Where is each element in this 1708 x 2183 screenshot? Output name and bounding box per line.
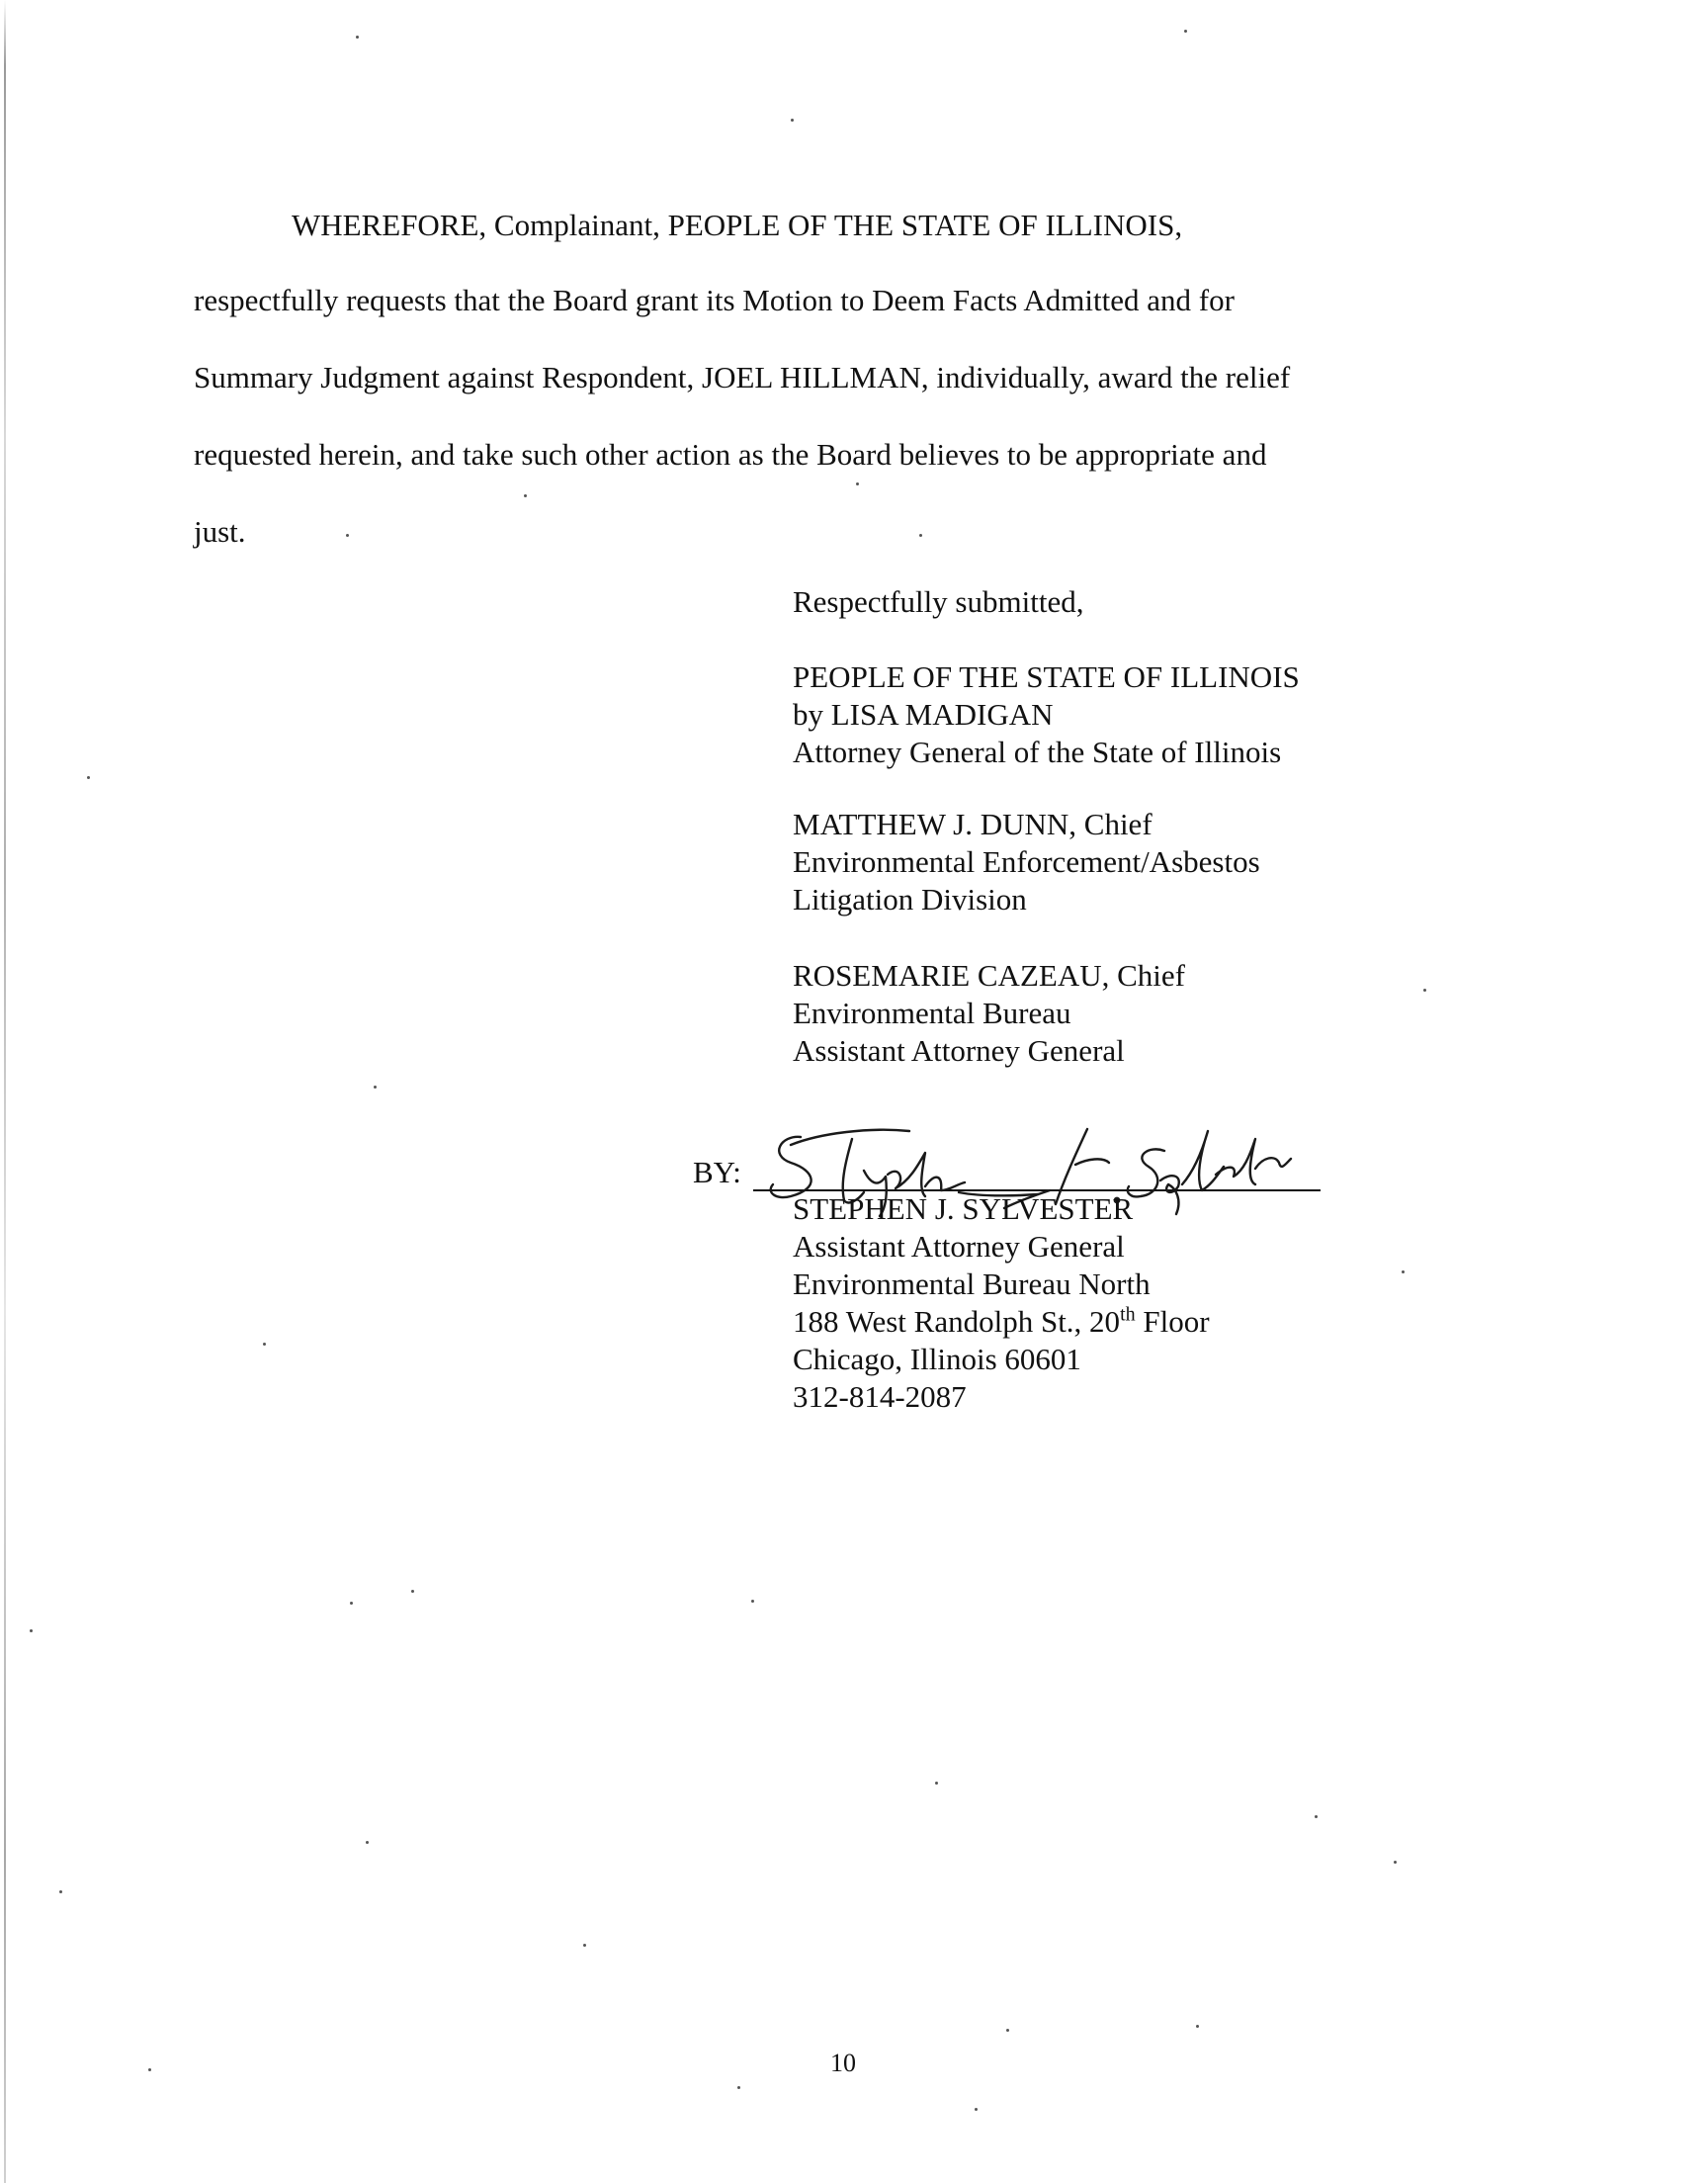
scan-speck (350, 1602, 353, 1605)
wherefore-line-4: requested herein, and take such other action as the Board believes to be appropriate and (194, 437, 1267, 472)
scan-speck (524, 494, 527, 497)
scan-speck (366, 1841, 369, 1844)
signer-street (793, 1303, 1210, 1341)
scan-speck (1402, 1270, 1405, 1273)
scan-speck (856, 482, 859, 485)
bureau-block (793, 957, 1185, 1070)
scan-speck (935, 1782, 938, 1785)
scan-speck (919, 534, 922, 537)
scan-speck (1423, 989, 1426, 992)
signer-title: Assistant Attorney General (793, 1229, 1125, 1264)
chief-block (793, 806, 1260, 918)
signer-phone: 312-814-2087 (793, 1379, 967, 1414)
scan-speck (975, 2108, 978, 2111)
party-attorney: by LISA MADIGAN (793, 697, 1054, 732)
scan-speck (737, 2086, 740, 2089)
party-attorney-title: Attorney General of the State of Illinois (793, 735, 1282, 769)
scan-speck (1184, 30, 1187, 33)
scan-speck (1315, 1815, 1318, 1818)
chief-division-cont: Litigation Division (793, 882, 1027, 917)
signer-city: Chicago, Illinois 60601 (793, 1342, 1081, 1376)
party-name: PEOPLE OF THE STATE OF ILLINOIS (793, 659, 1300, 694)
scan-speck (59, 1890, 62, 1893)
wherefore-line-5: just. (194, 514, 246, 549)
bureau-title: Assistant Attorney General (793, 1033, 1125, 1068)
wherefore-line-1: WHEREFORE, Complainant, PEOPLE OF THE STATE OF ILLINOIS, (292, 208, 1183, 242)
scan-speck (30, 1629, 33, 1632)
signer-block (793, 1190, 1210, 1416)
bureau-chief-name: ROSEMARIE CAZEAU, Chief (793, 958, 1185, 993)
scan-speck (148, 2068, 151, 2071)
scan-speck (374, 1086, 377, 1089)
page-number: 10 (830, 2049, 856, 2077)
signer-name: STEPHEN J. SYLVESTER (793, 1191, 1134, 1226)
scan-speck (1196, 2025, 1199, 2028)
scan-speck (1006, 2029, 1009, 2032)
chief-name: MATTHEW J. DUNN, Chief (793, 807, 1153, 841)
closing (793, 583, 1083, 621)
scan-speck (356, 36, 359, 39)
scan-speck (583, 1944, 586, 1947)
street-ordinal: th (1120, 1303, 1136, 1326)
scan-edge (4, 0, 6, 2183)
signer-bureau: Environmental Bureau North (793, 1266, 1151, 1301)
wherefore-line-2: respectfully requests that the Board grant its Motion to Deem Facts Admitted and for (194, 283, 1235, 317)
scan-speck (87, 776, 90, 779)
street-prefix: 188 West Randolph St., 20 (793, 1304, 1121, 1339)
scan-speck (263, 1343, 266, 1346)
scan-speck (791, 119, 794, 122)
street-suffix: Floor (1135, 1304, 1210, 1339)
by-label: BY: (693, 1155, 741, 1189)
bureau-name: Environmental Bureau (793, 996, 1071, 1030)
party-block (793, 658, 1300, 771)
scan-speck (751, 1600, 754, 1603)
chief-division: Environmental Enforcement/Asbestos (793, 844, 1260, 879)
closing-text: Respectfully submitted, (793, 584, 1084, 619)
scan-speck (346, 534, 349, 537)
scan-speck (1394, 1861, 1397, 1864)
wherefore-line-3: Summary Judgment against Respondent, JOEL HILLMAN, individually, award the relief (194, 360, 1291, 394)
scan-speck (411, 1590, 414, 1593)
